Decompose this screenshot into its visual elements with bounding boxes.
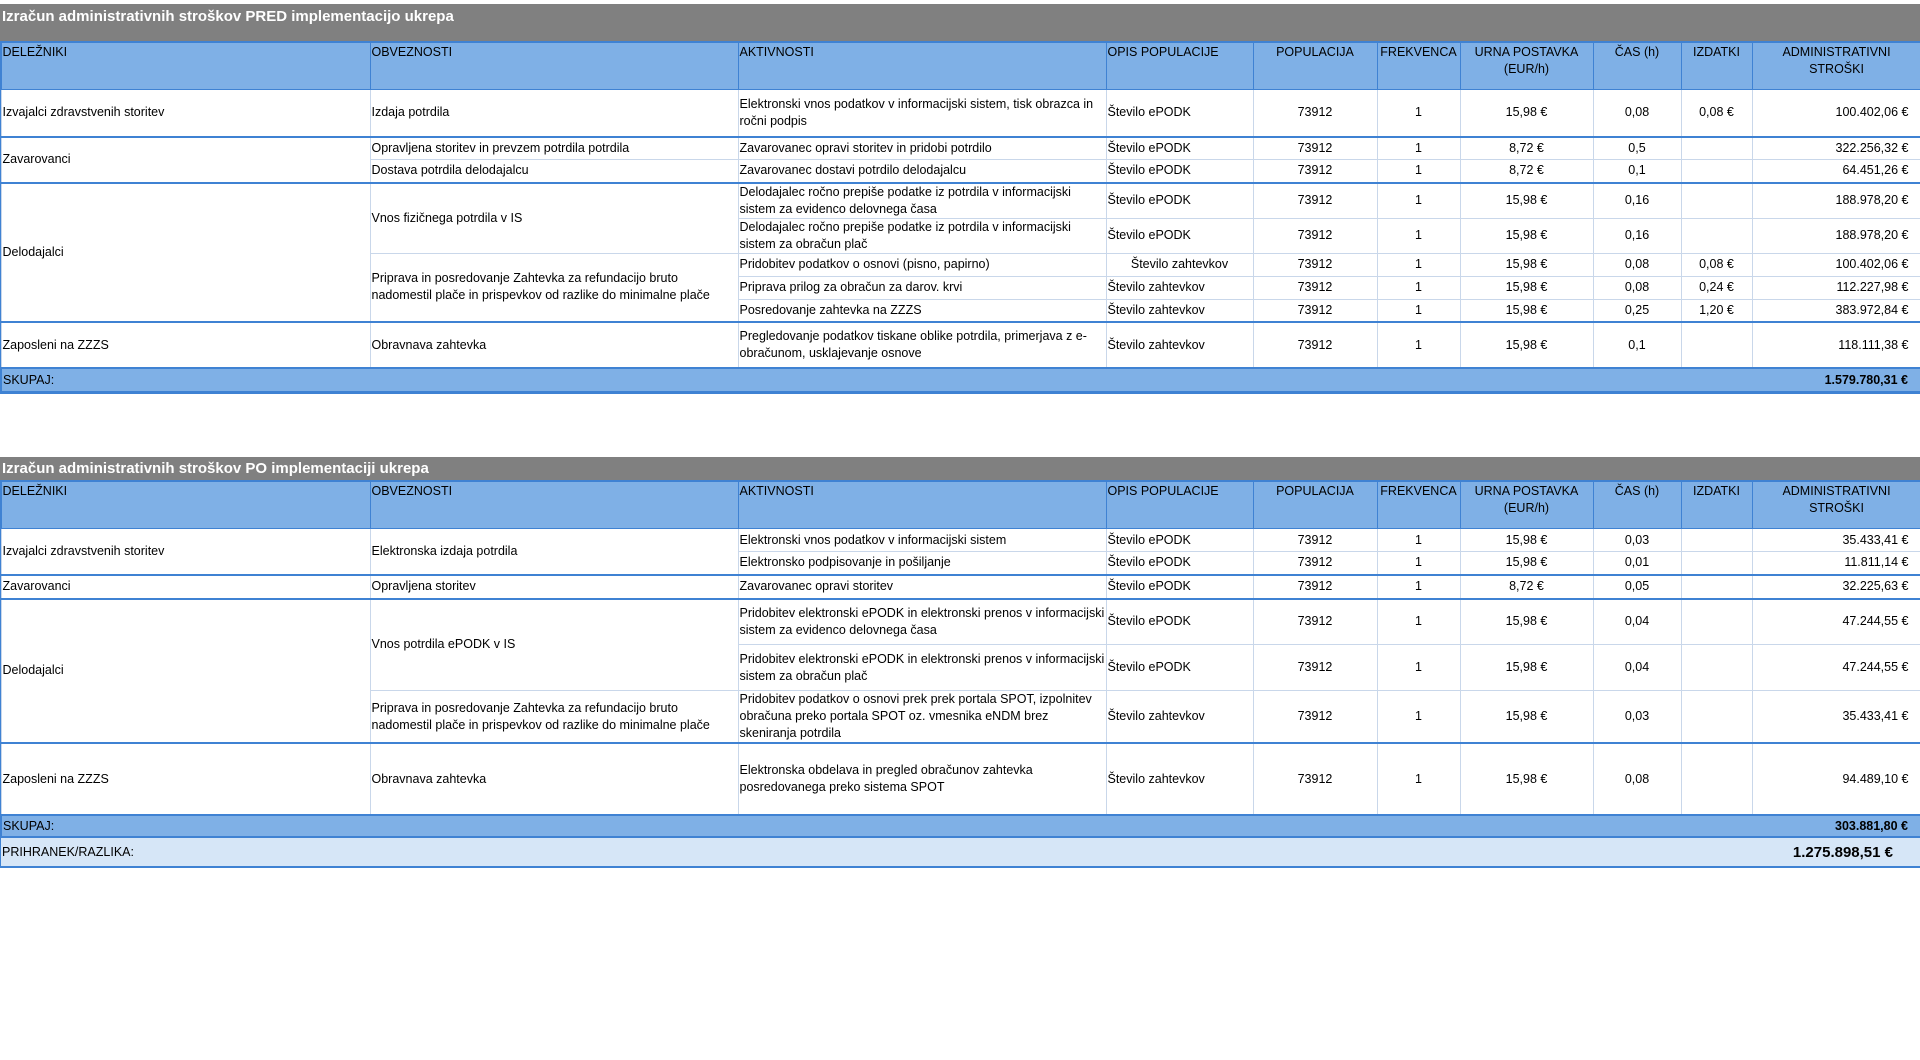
- stakeholder-cell: Zaposleni na ZZZS: [1, 322, 370, 368]
- time-cell: 0,25: [1593, 299, 1681, 322]
- header-col-obligations: OBVEZNOSTI: [370, 43, 738, 90]
- expenses-cell: 1,20 €: [1681, 299, 1752, 322]
- time-cell: 0,01: [1593, 552, 1681, 575]
- expenses-cell: [1681, 599, 1752, 645]
- population-cell: 73912: [1253, 645, 1377, 691]
- hourly-rate-cell: 15,98 €: [1460, 691, 1593, 744]
- admin-cost-cell: 322.256,32 €: [1752, 137, 1920, 160]
- expenses-cell: 0,08 €: [1681, 90, 1752, 137]
- expenses-cell: [1681, 645, 1752, 691]
- time-cell: 0,08: [1593, 743, 1681, 815]
- admin-cost-cell: 94.489,10 €: [1752, 743, 1920, 815]
- expenses-cell: [1681, 552, 1752, 575]
- cost-table-before: [0, 42, 1920, 393]
- expenses-cell: [1681, 529, 1752, 552]
- population-desc-cell: Število zahtevkov: [1106, 743, 1253, 815]
- population-cell: 73912: [1253, 276, 1377, 299]
- total-label: SKUPAJ:: [1, 368, 1752, 392]
- table-row: [1, 575, 1920, 599]
- savings-value: 1.275.898,51 €: [1752, 837, 1920, 867]
- hourly-rate-cell: 15,98 €: [1460, 218, 1593, 253]
- admin-cost-cell: 112.227,98 €: [1752, 276, 1920, 299]
- population-cell: 73912: [1253, 691, 1377, 744]
- expenses-cell: 0,24 €: [1681, 276, 1752, 299]
- frequency-cell: 1: [1377, 743, 1460, 815]
- admin-cost-cell: 188.978,20 €: [1752, 183, 1920, 219]
- time-cell: 0,03: [1593, 691, 1681, 744]
- population-cell: 73912: [1253, 160, 1377, 183]
- activity-cell: Pridobitev podatkov o osnovi (pisno, papirno): [738, 253, 1106, 276]
- total-label: SKUPAJ:: [1, 815, 1752, 837]
- population-desc-cell: Število ePODK: [1106, 529, 1253, 552]
- activity-cell: Posredovanje zahtevka na ZZZS: [738, 299, 1106, 322]
- frequency-cell: 1: [1377, 529, 1460, 552]
- stakeholder-cell: Zavarovanci: [1, 137, 370, 183]
- header-col-population: POPULACIJA: [1253, 482, 1377, 529]
- savings-label: PRIHRANEK/RAZLIKA:: [1, 837, 1752, 867]
- time-cell: 0,05: [1593, 575, 1681, 599]
- hourly-rate-cell: 15,98 €: [1460, 743, 1593, 815]
- stakeholder-cell: Delodajalci: [1, 599, 370, 744]
- header-col-population-desc: OPIS POPULACIJE: [1106, 43, 1253, 90]
- admin-cost-cell: 383.972,84 €: [1752, 299, 1920, 322]
- header-col-time: ČAS (h): [1593, 482, 1681, 529]
- population-desc-cell: Število zahtevkov: [1106, 299, 1253, 322]
- admin-cost-cell: 35.433,41 €: [1752, 529, 1920, 552]
- header-col-time: ČAS (h): [1593, 43, 1681, 90]
- population-cell: 73912: [1253, 322, 1377, 368]
- population-cell: 73912: [1253, 599, 1377, 645]
- population-desc-cell: Število zahtevkov: [1106, 691, 1253, 744]
- population-cell: 73912: [1253, 552, 1377, 575]
- population-cell: 73912: [1253, 299, 1377, 322]
- obligation-cell: Priprava in posredovanje Zahtevka za refundacijo bruto nadomestil plače in prispevkov od razlike do minimalne plače: [370, 691, 738, 744]
- frequency-cell: 1: [1377, 218, 1460, 253]
- expenses-cell: [1681, 322, 1752, 368]
- population-desc-cell: Število ePODK: [1106, 183, 1253, 219]
- activity-cell: Delodajalec ročno prepiše podatke iz potrdila v informacijski sistem za obračun plač: [738, 218, 1106, 253]
- activity-cell: Elektronska obdelava in pregled obračunov zahtevka posredovanega preko sistema SPOT: [738, 743, 1106, 815]
- population-desc-cell: Število zahtevkov: [1106, 322, 1253, 368]
- header-col-expenses: IZDATKI: [1681, 482, 1752, 529]
- time-cell: 0,04: [1593, 645, 1681, 691]
- frequency-cell: 1: [1377, 90, 1460, 137]
- hourly-rate-cell: 8,72 €: [1460, 137, 1593, 160]
- expenses-cell: 0,08 €: [1681, 253, 1752, 276]
- obligation-cell: Opravljena storitev: [370, 575, 738, 599]
- population-cell: 73912: [1253, 183, 1377, 219]
- admin-cost-cell: 188.978,20 €: [1752, 218, 1920, 253]
- activity-cell: Zavarovanec opravi storitev in pridobi potrdilo: [738, 137, 1106, 160]
- hourly-rate-cell: 15,98 €: [1460, 253, 1593, 276]
- stakeholder-cell: Zaposleni na ZZZS: [1, 743, 370, 815]
- time-cell: 0,08: [1593, 90, 1681, 137]
- activity-cell: Pregledovanje podatkov tiskane oblike potrdila, primerjava z e-obračunom, usklajevanje osnove: [738, 322, 1106, 368]
- stakeholder-cell: Izvajalci zdravstvenih storitev: [1, 90, 370, 137]
- header-col-stakeholders: DELEŽNIKI: [1, 43, 370, 90]
- obligation-cell: Opravljena storitev in prevzem potrdila potrdila: [370, 137, 738, 160]
- frequency-cell: 1: [1377, 276, 1460, 299]
- time-cell: 0,5: [1593, 137, 1681, 160]
- obligation-cell: Priprava in posredovanje Zahtevka za refundacijo bruto nadomestil plače in prispevkov od razlike do minimalne plače: [370, 253, 738, 322]
- admin-cost-cell: 47.244,55 €: [1752, 599, 1920, 645]
- frequency-cell: 1: [1377, 299, 1460, 322]
- header-col-hourly-rate: URNA POSTAVKA (EUR/h): [1460, 43, 1593, 90]
- header-col-population-desc: OPIS POPULACIJE: [1106, 482, 1253, 529]
- header-col-admin-costs: ADMINISTRATIVNI STROŠKI: [1752, 482, 1920, 529]
- frequency-cell: 1: [1377, 691, 1460, 744]
- population-desc-cell: Število ePODK: [1106, 90, 1253, 137]
- header-col-population: POPULACIJA: [1253, 43, 1377, 90]
- frequency-cell: 1: [1377, 137, 1460, 160]
- table-row: [1, 90, 1920, 137]
- activity-cell: Elektronski vnos podatkov v informacijski sistem, tisk obrazca in ročni podpis: [738, 90, 1106, 137]
- frequency-cell: 1: [1377, 183, 1460, 219]
- population-cell: 73912: [1253, 743, 1377, 815]
- activity-cell: Elektronsko podpisovanje in pošiljanje: [738, 552, 1106, 575]
- activity-cell: Pridobitev podatkov o osnovi prek prek portala SPOT, izpolnitev obračuna preko portala SPOT oz. vmesnika eNDM brez skeniranja potrdila: [738, 691, 1106, 744]
- activity-cell: Pridobitev elektronski ePODK in elektronski prenos v informacijski sistem za evidenco delovnega časa: [738, 599, 1106, 645]
- admin-cost-cell: 100.402,06 €: [1752, 90, 1920, 137]
- table-row: [1, 137, 1920, 160]
- header-col-obligations: OBVEZNOSTI: [370, 482, 738, 529]
- hourly-rate-cell: 8,72 €: [1460, 575, 1593, 599]
- population-cell: 73912: [1253, 137, 1377, 160]
- activity-cell: Zavarovanec dostavi potrdilo delodajalcu: [738, 160, 1106, 183]
- stakeholder-cell: Zavarovanci: [1, 575, 370, 599]
- population-desc-cell: Število ePODK: [1106, 645, 1253, 691]
- hourly-rate-cell: 8,72 €: [1460, 160, 1593, 183]
- admin-cost-cell: 47.244,55 €: [1752, 645, 1920, 691]
- activity-cell: Pridobitev elektronski ePODK in elektronski prenos v informacijski sistem za obračun plač: [738, 645, 1106, 691]
- frequency-cell: 1: [1377, 645, 1460, 691]
- time-cell: 0,16: [1593, 218, 1681, 253]
- frequency-cell: 1: [1377, 322, 1460, 368]
- expenses-cell: [1681, 218, 1752, 253]
- header-col-frequency: FREKVENCA: [1377, 482, 1460, 529]
- activity-cell: Priprava prilog za obračun za darov. krvi: [738, 276, 1106, 299]
- activity-cell: Elektronski vnos podatkov v informacijski sistem: [738, 529, 1106, 552]
- stakeholder-cell: Izvajalci zdravstvenih storitev: [1, 529, 370, 575]
- hourly-rate-cell: 15,98 €: [1460, 322, 1593, 368]
- time-cell: 0,03: [1593, 529, 1681, 552]
- frequency-cell: 1: [1377, 575, 1460, 599]
- obligation-cell: Dostava potrdila delodajalcu: [370, 160, 738, 183]
- table-row: [1, 599, 1920, 645]
- expenses-cell: [1681, 691, 1752, 744]
- admin-cost-cell: 118.111,38 €: [1752, 322, 1920, 368]
- time-cell: 0,1: [1593, 160, 1681, 183]
- expenses-cell: [1681, 183, 1752, 219]
- frequency-cell: 1: [1377, 253, 1460, 276]
- population-desc-cell: Število zahtevkov: [1106, 276, 1253, 299]
- population-desc-cell: Število ePODK: [1106, 137, 1253, 160]
- header-col-activities: AKTIVNOSTI: [738, 482, 1106, 529]
- population-cell: 73912: [1253, 253, 1377, 276]
- expenses-cell: [1681, 160, 1752, 183]
- admin-cost-cell: 11.811,14 €: [1752, 552, 1920, 575]
- activity-cell: Zavarovanec opravi storitev: [738, 575, 1106, 599]
- frequency-cell: 1: [1377, 160, 1460, 183]
- hourly-rate-cell: 15,98 €: [1460, 645, 1593, 691]
- obligation-cell: Obravnava zahtevka: [370, 743, 738, 815]
- stakeholder-cell: Delodajalci: [1, 183, 370, 323]
- population-desc-cell: Število ePODK: [1106, 575, 1253, 599]
- total-value: 1.579.780,31 €: [1752, 368, 1920, 392]
- hourly-rate-cell: 15,98 €: [1460, 552, 1593, 575]
- table-row: [1, 322, 1920, 368]
- population-desc-cell: Število ePODK: [1106, 599, 1253, 645]
- hourly-rate-cell: 15,98 €: [1460, 529, 1593, 552]
- hourly-rate-cell: 15,98 €: [1460, 299, 1593, 322]
- header-col-hourly-rate: URNA POSTAVKA (EUR/h): [1460, 482, 1593, 529]
- frequency-cell: 1: [1377, 599, 1460, 645]
- total-value: 303.881,80 €: [1752, 815, 1920, 837]
- section-title-after: Izračun administrativnih stroškov PO implementaciji ukrepa: [0, 457, 1920, 481]
- population-cell: 73912: [1253, 218, 1377, 253]
- hourly-rate-cell: 15,98 €: [1460, 90, 1593, 137]
- admin-cost-cell: 35.433,41 €: [1752, 691, 1920, 744]
- cost-table-after: [0, 481, 1920, 867]
- header-col-activities: AKTIVNOSTI: [738, 43, 1106, 90]
- population-desc-cell: Število zahtevkov: [1106, 253, 1253, 276]
- obligation-cell: Vnos fizičnega potrdila v IS: [370, 183, 738, 254]
- section-title-before: Izračun administrativnih stroškov PRED implementacijo ukrepa: [0, 4, 1920, 42]
- population-desc-cell: Število ePODK: [1106, 160, 1253, 183]
- table-row: [1, 529, 1920, 552]
- frequency-cell: 1: [1377, 552, 1460, 575]
- time-cell: 0,04: [1593, 599, 1681, 645]
- obligation-cell: Obravnava zahtevka: [370, 322, 738, 368]
- obligation-cell: Vnos potrdila ePODK v IS: [370, 599, 738, 691]
- population-cell: 73912: [1253, 529, 1377, 552]
- admin-cost-cell: 64.451,26 €: [1752, 160, 1920, 183]
- header-col-stakeholders: DELEŽNIKI: [1, 482, 370, 529]
- header-col-frequency: FREKVENCA: [1377, 43, 1460, 90]
- hourly-rate-cell: 15,98 €: [1460, 183, 1593, 219]
- admin-cost-cell: 100.402,06 €: [1752, 253, 1920, 276]
- population-cell: 73912: [1253, 90, 1377, 137]
- time-cell: 0,1: [1593, 322, 1681, 368]
- time-cell: 0,08: [1593, 253, 1681, 276]
- expenses-cell: [1681, 743, 1752, 815]
- header-col-expenses: IZDATKI: [1681, 43, 1752, 90]
- hourly-rate-cell: 15,98 €: [1460, 599, 1593, 645]
- admin-cost-cell: 32.225,63 €: [1752, 575, 1920, 599]
- time-cell: 0,16: [1593, 183, 1681, 219]
- expenses-cell: [1681, 137, 1752, 160]
- activity-cell: Delodajalec ročno prepiše podatke iz potrdila v informacijski sistem za evidenco delovnega časa: [738, 183, 1106, 219]
- population-cell: 73912: [1253, 575, 1377, 599]
- time-cell: 0,08: [1593, 276, 1681, 299]
- obligation-cell: Elektronska izdaja potrdila: [370, 529, 738, 575]
- hourly-rate-cell: 15,98 €: [1460, 276, 1593, 299]
- obligation-cell: Izdaja potrdila: [370, 90, 738, 137]
- header-col-admin-costs: ADMINISTRATIVNI STROŠKI: [1752, 43, 1920, 90]
- population-desc-cell: Število ePODK: [1106, 552, 1253, 575]
- table-row: [1, 183, 1920, 219]
- expenses-cell: [1681, 575, 1752, 599]
- population-desc-cell: Število ePODK: [1106, 218, 1253, 253]
- table-row: [1, 743, 1920, 815]
